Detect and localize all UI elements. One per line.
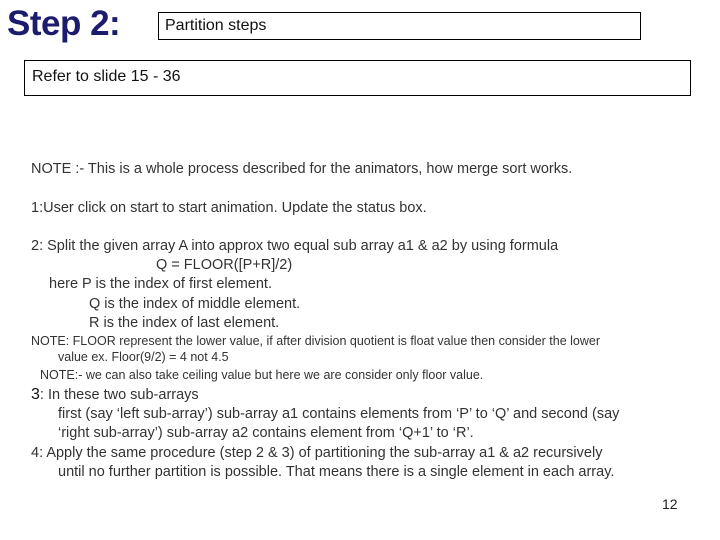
step-4-line-1: 4: Apply the same procedure (step 2 & 3) of partitioning the sub-array a1 & a2 recursively xyxy=(31,445,603,461)
reference-box xyxy=(24,60,691,96)
step-title: Step 2: xyxy=(7,4,121,43)
step-2-p-definition: here P is the index of first element. xyxy=(49,276,272,292)
step-3-intro: : In these two sub-arrays xyxy=(39,387,199,403)
floor-note-line-1: NOTE: FLOOR represent the lower value, if after division quotient is float value then consider the lower xyxy=(31,334,601,348)
step-4-line-2: until no further partition is possible. That means there is a single element in each array. xyxy=(58,464,615,480)
step-2-line-1: 2: Split the given array A into approx two equal sub array a1 & a2 by using formula xyxy=(31,238,559,254)
step-2-formula: Q = FLOOR([P+R]/2) xyxy=(156,257,293,273)
step-3-number: 3 xyxy=(31,386,40,403)
step-3-line-1 xyxy=(31,386,199,404)
page-number: 12 xyxy=(662,496,678,512)
step-2-q-definition: Q is the index of middle element. xyxy=(89,296,301,312)
reference-text: Refer to slide 15 - 36 xyxy=(32,68,181,85)
step-2-r-definition: R is the index of last element. xyxy=(89,315,280,331)
slide-title: Partition steps xyxy=(165,17,267,34)
step-1: 1:User click on start to start animation. Update the status box. xyxy=(31,200,427,216)
note-intro: NOTE :- This is a whole process described for the animators, how merge sort works. xyxy=(31,161,573,177)
step-3-line-3: ‘right sub-array’) sub-array a2 contains element from ‘Q+1’ to ‘R’. xyxy=(58,425,474,441)
ceiling-note: NOTE:- we can also take ceiling value but here we are consider only floor value. xyxy=(40,368,484,382)
floor-note-line-2: value ex. Floor(9/2) = 4 not 4.5 xyxy=(58,350,229,364)
step-3-line-2: first (say ‘left sub-array’) sub-array a1 contains elements from ‘P’ to ‘Q’ and second (say xyxy=(58,406,620,422)
slide-title-box xyxy=(158,12,641,40)
